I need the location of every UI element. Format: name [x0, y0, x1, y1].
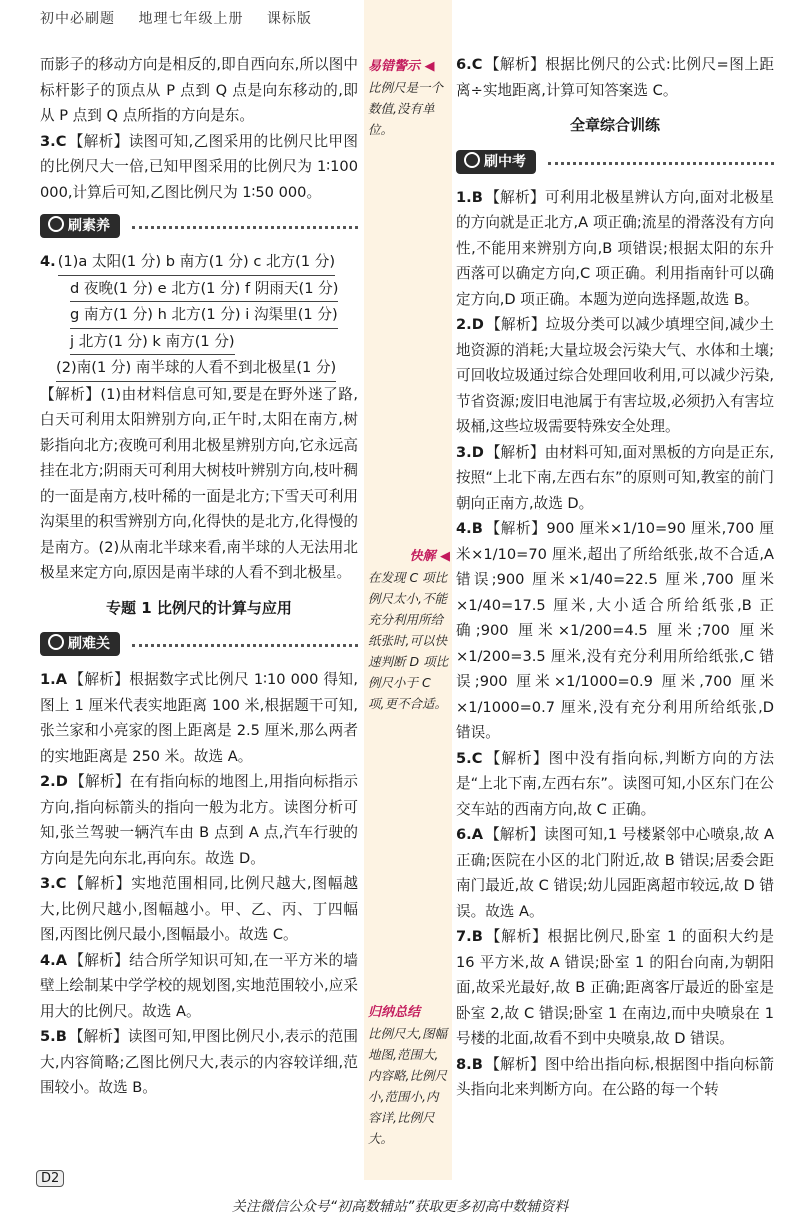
section-icon — [48, 634, 64, 650]
answer-item — [40, 1024, 358, 1101]
answer-analysis: 【解析】(1)由材料信息可知,要是在野外迷了路,白天可利用太阳辨别方向,正午时,太阳在南方,树影指向北方;夜晚可利用北极星辨别方向,它永远高挂在北方;阴雨天可利用大树枝叶辨别方向,枝叶稠的一面是南方,枝叶稀的一面是北方;下雪天可利用沟渠里的积雪辨别方向,化得快的是北方,化得慢的是南方。(2)从南北半球来看,南半球的人无法用北极星来定方向,原因是南半球的人看不到北极星。 — [40, 385, 358, 581]
answer-number: 1.B — [456, 188, 483, 206]
answer-number: 2.D — [456, 316, 484, 333]
answer-text: 【解析】在有指向标的地图上,用指向标指示方向,指向标箭头的指向一般为北方。读图分析可知,张兰驾驶一辆汽车由 B 点到 A 点,汽车行驶的方向是先向东北,再向东。故选 D。 — [40, 773, 358, 867]
answer-item — [456, 516, 774, 746]
answer-number: 6.A — [456, 826, 483, 843]
section-header-zhongkao — [456, 149, 774, 179]
answer-item — [456, 746, 774, 823]
edition-label: 课标版 — [266, 11, 312, 27]
answer-number: 2.D — [40, 773, 68, 790]
note-text: 在发现 C 项比例尺太小,不能充分利用所给纸张时,可以快速判断 D 项比例尺小于 C 项,更不合适。 — [368, 570, 449, 711]
left-column — [40, 52, 358, 1101]
answer-row: (2)南(1 分) 南半球的人看不到北极星(1 分) — [56, 355, 336, 382]
answer-item — [40, 871, 358, 948]
answer-number: 6.C — [456, 56, 483, 73]
answer-text: 【解析】由材料可知,面对黑板的方向是正东,按照“上北下南,左西右东”的原则可知,教室的前门朝向正南方,故选 D。 — [456, 443, 774, 512]
page-header — [40, 8, 330, 28]
answer-text: 【解析】读图可知,甲图比例尺小,表示的范围大,内容简略;乙图比例尺大,表示的内容较详细,范围较小。故选 B。 — [40, 1028, 358, 1096]
answer-row: j 北方(1 分) k 南方(1 分) — [70, 329, 235, 356]
answer-number: 5.C — [456, 749, 483, 767]
series-name: 初中必刷题 — [40, 11, 115, 27]
answer-number: 3.C — [40, 875, 67, 892]
answer-text: 【解析】图中给出指向标,根据图中指向标箭头指向北来判断方向。在公路的每一个转 — [456, 1055, 774, 1098]
note-label: 易错警示 ◀ — [368, 59, 435, 74]
answer-text: 【解析】垃圾分类可以减少填埋空间,减少土地资源的消耗;大量垃圾会污染大气、水体和土壤;可回收垃圾通过综合处理回收利用,可以减少污染,节省资源;废旧电池属于有害垃圾,必须扔入有害垃圾桶,这些垃圾需要特殊安全处理。 — [456, 316, 774, 435]
answer-number: 3.D — [456, 443, 484, 461]
right-column — [456, 52, 774, 1103]
answer-row: g 南方(1 分) h 北方(1 分) i 沟渠里(1 分) — [70, 302, 338, 329]
answer-text: 【解析】可利用北极星辨认方向,面对北极星的方向就是正北方,A 项正确;流星的滑落没有方向性,不能用来辨别方向,B 项错误;根据太阳的东升西落可以确定方向,C 项正确。利用指南针可以确定方向,D 项正确。本题为逆向选择题,故选 B。 — [456, 188, 774, 308]
section-icon — [48, 216, 64, 232]
topic-title: 专题 1 比例尺的计算与应用 — [106, 598, 292, 617]
note-label: 快解 ◀ — [409, 549, 450, 564]
note-text: 比例尺大,图幅地图,范围大,内容略,比例尺小,范围小,内容详,比例尺大。 — [368, 1026, 447, 1146]
answer-number: 4.A — [40, 951, 67, 969]
dotted-divider — [548, 162, 774, 165]
answer-item — [456, 312, 774, 440]
note-text: 比例尺是一个数值,没有单位。 — [368, 80, 444, 137]
answer-text: 【解析】读图可知,乙图采用的比例尺比甲图的比例尺大一倍,已知甲图采用的比例尺为 1∶100 000,计算后可知,乙图比例尺为 1∶50 000。 — [40, 132, 358, 201]
answer-text: 【解析】结合所学知识可知,在一平方米的墙壁上绘制某中学学校的规划图,实地范围较小,应采用大的比例尺。故选 A。 — [40, 951, 358, 1020]
side-note-quick-solution — [368, 546, 450, 714]
side-note-summary — [368, 1002, 450, 1149]
answer-number: 3.C — [40, 132, 67, 150]
answer-item — [456, 1052, 774, 1103]
answer-item — [456, 822, 774, 924]
section-label: 刷难关 — [68, 636, 110, 652]
answer-row: (1)a 太阳(1 分) b 南方(1 分) c 北方(1 分) — [58, 249, 335, 276]
dotted-divider — [132, 644, 358, 647]
note-label: 归纳总结 — [368, 1005, 421, 1020]
chapter-title: 全章综合训练 — [569, 116, 660, 134]
answer-number: 8.B — [456, 1055, 483, 1073]
footer-note: 关注微信公众号“初高数辅站”获取更多初高中数辅资料 — [231, 1199, 569, 1215]
answer-text: 【解析】900 厘米×1/10=90 厘米,700 厘米×1/10=70 厘米,超出了所给纸张,故不合适,A 错误;900 厘米×1/40=22.5 厘米,700 厘米×1/40=17.5 厘米,大小适合所给纸张,B 正确;900 厘米×1/200=4.5 厘米;700 厘米×1/200=3.5 厘米,没有充分利用所给纸张,C 错误;900 厘米×1/1000=0.9 厘米,700 厘米×1/1000=0.7 厘米,没有充分利用所给纸张,D 错误。 — [456, 520, 774, 741]
section-label: 刷中考 — [484, 153, 526, 170]
answer-number: 4. — [40, 253, 56, 270]
answer-number: 7.B — [456, 928, 483, 945]
answer-item — [40, 769, 358, 871]
answer-row: d 夜晚(1 分) e 北方(1 分) f 阴雨天(1 分) — [70, 276, 338, 303]
section-label: 刷素养 — [68, 218, 110, 234]
page-number: D2 — [36, 1170, 64, 1187]
section-icon — [464, 152, 480, 168]
answer-item — [456, 440, 774, 517]
answer-item — [456, 52, 774, 103]
section-header-suyang — [40, 213, 358, 243]
answer-number: 1.A — [40, 671, 67, 688]
book-subject: 地理七年级上册 — [138, 11, 244, 27]
answer-item — [40, 667, 358, 769]
answer-number: 5.B — [40, 1028, 67, 1045]
answer-text: 【解析】根据比例尺,卧室 1 的面积大约是 16 平方米,故 A 错误;卧室 1 的阳台向南,为朝阳面,故采光最好,故 B 正确;距离客厅最近的卧室是卧室 2,故 C 错误;卧室 1 在南边,而中央喷泉在 1 号楼的北面,故看不到中央喷泉,故 D 错误。 — [456, 928, 774, 1047]
answer-item — [456, 185, 774, 313]
answer-text: 【解析】读图可知,1 号楼紧邻中心喷泉,故 A 正确;医院在小区的北门附近,故 B 错误;居委会距南门最近,故 C 错误;幼儿园距离超市较远,故 D 错误。故选 A。 — [456, 826, 774, 920]
dotted-divider — [132, 226, 358, 229]
answer-text: 【解析】实地范围相同,比例尺越大,图幅越大,比例尺越小,图幅越小。甲、乙、丙、丁四幅图,丙图比例尺最小,图幅最小。故选 C。 — [40, 875, 358, 943]
answer-text: 【解析】根据比例尺的公式:比例尺=图上距离÷实地距离,计算可知答案选 C。 — [456, 56, 774, 99]
answer-text: 【解析】根据数字式比例尺 1∶10 000 得知,图上 1 厘米代表实地距离 100 米,根据题干可知,张兰家和小亮家的图上距离是 2.5 厘米,那么两者的实地距离是 250 米。故选 A。 — [40, 671, 358, 765]
answer-continuation: 而影子的移动方向是相反的,即自西向东,所以图中标杆影子的顶点从 P 点到 Q 点是向东移动的,即从 P 点到 Q 点所指的方向是东。 — [40, 56, 358, 124]
answer-number: 4.B — [456, 520, 483, 537]
side-note-error-warning — [368, 56, 450, 140]
answer-item — [456, 924, 774, 1052]
answer-text: 【解析】图中没有指向标,判断方向的方法是“上北下南,左西右东”。读图可知,小区东门在公交车站的西南方向,故 C 正确。 — [456, 749, 774, 818]
section-header-nanguan — [40, 631, 358, 661]
answer-item — [40, 948, 358, 1025]
